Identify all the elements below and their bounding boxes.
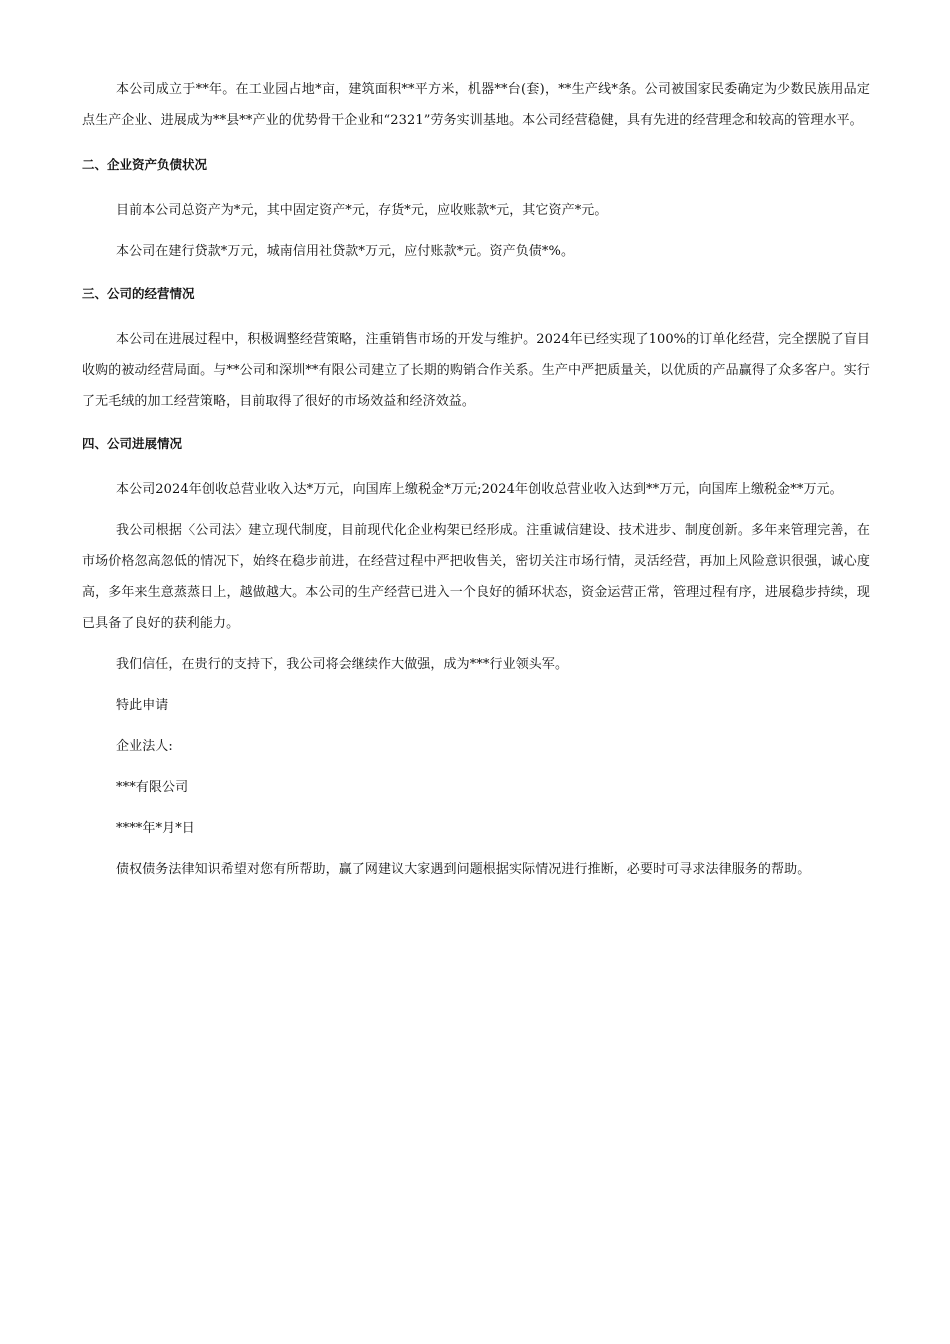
- section-heading-operations: 三、公司的经营情况: [82, 286, 195, 301]
- section-heading-assets: 二、企业资产负债状况: [82, 157, 208, 172]
- total-assets-paragraph: 目前本公司总资产为*元，其中固定资产*元，存货*元，应收账款*元，其它资产*元。: [116, 203, 608, 218]
- company-name-signature: ***有限公司: [116, 780, 189, 795]
- loans-paragraph: 本公司在建行贷款*万元，城南信用社贷款*万元，应付账款*元。资产负债*%。: [116, 244, 575, 259]
- legal-representative-label: 企业法人:: [116, 739, 173, 754]
- date-line: ****年*月*日: [116, 821, 195, 836]
- confidence-paragraph: 我们信任，在贵行的支持下，我公司将会继续作大做强，成为***行业领头军。: [116, 657, 569, 672]
- section-heading-development: 四、公司进展情况: [82, 436, 183, 451]
- management-paragraph: 我公司根据〈公司法〉建立现代制度，目前现代化企业构架已经形成。注重诚信建设、技术进步、制度创新。多年来管理完善，在市场价格忽高忽低的情况下，始终在稳步前进，在经营过程中严把收售关，密切关注市场行情，灵活经营，再加上风险意识很强，诚心度高，多年来生意蒸蒸日上，越做越大。本公司的生产经营已进入一个良好的循环状态，资金运营正常，管理过程有序，进展稳步持续，现已具备了良好的获利能力。: [82, 523, 870, 631]
- company-intro-paragraph: 本公司成立于**年。在工业园占地*亩，建筑面积**平方米，机器**台(套)，**生产线*条。公司被国家民委确定为少数民族用品定点生产企业、进展成为**县**产业的优势骨干企业和“2321”劳务实训基地。本公司经营稳健，具有先进的经营理念和较高的管理水平。: [82, 82, 870, 128]
- document-page: [82, 74, 870, 895]
- operations-paragraph: 本公司在进展过程中，积极调整经营策略，注重销售市场的开发与维护。2024年已经实现了100%的订单化经营，完全摆脱了盲目收购的被动经营局面。与**公司和深圳**有限公司建立了长期的购销合作关系。生产中严把质量关，以优质的产品赢得了众多客户。实行了无毛绒的加工经营策略，目前取得了很好的市场效益和经济效益。: [82, 332, 870, 409]
- revenue-paragraph: 本公司2024年创收总营业收入达*万元，向国库上缴税金*万元;2024年创收总营业收入达到**万元，向国库上缴税金**万元。: [116, 482, 843, 497]
- footer-note: 债权债务法律知识希望对您有所帮助，赢了网建议大家遇到问题根据实际情况进行推断，必要时可寻求法律服务的帮助。: [116, 862, 811, 877]
- application-closing: 特此申请: [116, 698, 169, 713]
